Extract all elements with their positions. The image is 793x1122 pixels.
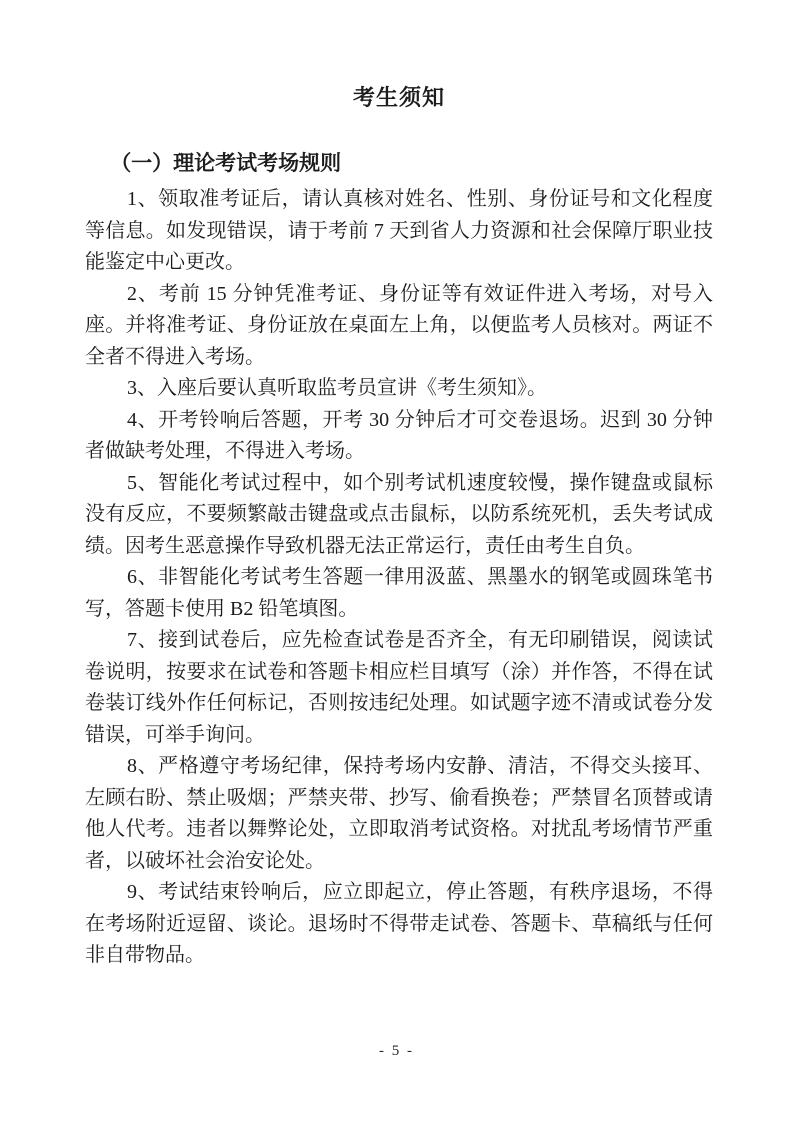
rule-paragraph-4: 4、开考铃响后答题，开考 30 分钟后才可交卷退场。迟到 30 分钟者做缺考处理，不得进入考场。 [85,408,713,462]
rule-paragraph-1: 1、领取准考证后，请认真核对姓名、性别、身份证号和文化程度等信息。如发现错误，请于考前 7 天到省人力资源和社会保障厅职业技能鉴定中心更改。 [85,188,713,273]
rule-paragraph-6: 6、非智能化考试考生答题一律用汲蓝、黑墨水的钢笔或圆珠笔书写，答题卡使用 B2 铅笔填图。 [85,566,713,620]
page-number: - 5 - [379,1043,414,1059]
rule-paragraph-9: 9、考试结束铃响后，应立即起立，停止答题，有秩序退场，不得在考场附近逗留、谈论。退场时不得带走试卷、答题卡、草稿纸与任何非自带物品。 [85,881,713,966]
rule-paragraph-8: 8、严格遵守考场纪律，保持考场内安静、清洁，不得交头接耳、左顾右盼、禁止吸烟；严禁夹带、抄写、偷看换卷；严禁冒名顶替或请他人代考。违者以舞弊论处，立即取消考试资格。对扰乱考场情节严重者，以破坏社会治安论处。 [85,755,713,872]
rule-paragraph-5: 5、智能化考试过程中，如个别考试机速度较慢，操作键盘或鼠标没有反应，不要频繁敲击键盘或点击鼠标，以防系统死机，丢失考试成绩。因考生恶意操作导致机器无法正常运行，责任由考生自负。 [85,471,713,557]
rule-paragraph-7: 7、接到试卷后，应先检查试卷是否齐全，有无印刷错误，阅读试卷说明，按要求在试卷和答题卡相应栏目填写（涂）并作答，不得在试卷装订线外作任何标记，否则按违纪处理。如试题字迹不清或试卷分发错误，可举手询问。 [85,629,713,746]
section-heading: （一）理论考试考场规则 [110,151,342,175]
rule-paragraph-2: 2、考前 15 分钟凭准考证、身份证等有效证件进入考场，对号入座。并将准考证、身份证放在桌面左上角，以便监考人员核对。两证不全者不得进入考场。 [85,282,713,368]
document-title: 考生须知 [352,85,445,110]
rule-paragraph-3: 3、入座后要认真听取监考员宣讲《考生须知》。 [127,377,547,399]
rules-list [85,184,713,972]
